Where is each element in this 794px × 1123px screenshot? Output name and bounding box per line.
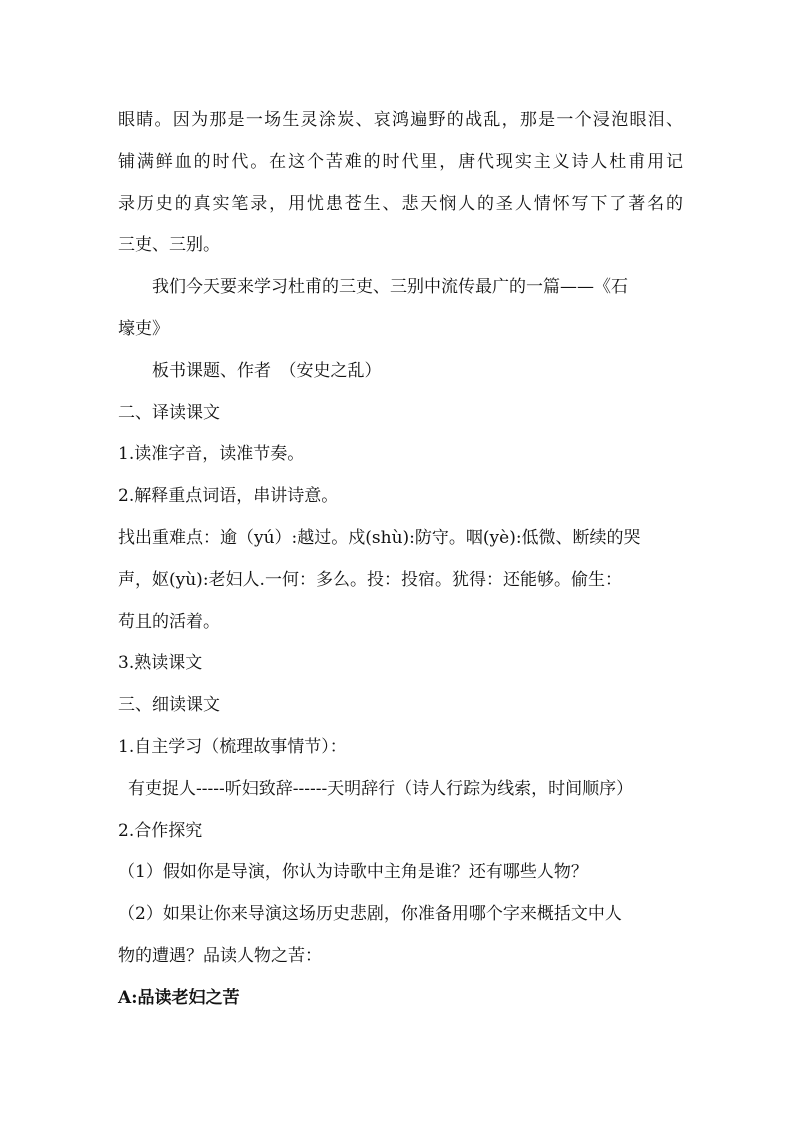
list-item: 2.合作探究 [118,820,203,841]
list-item: 1.自主学习（梳理故事情节）： [118,736,347,757]
paragraph-line: 壕吏》 [118,318,169,339]
list-item: 1.读准字音，读准节奏。 [118,444,305,465]
list-item: 3.熟读课文 [118,653,203,674]
vocabulary-line: 苟且的活着。 [118,611,220,632]
paragraph-line: 眼睛。因为那是一场生灵涂炭、哀鸿遍野的战乱，那是一个浸泡眼泪、 [118,110,683,130]
paragraph-line: 三吏、三别。 [118,235,220,256]
paragraph-line: 我们今天要来学习杜甫的三吏、三别中流传最广的一篇——《石 [152,277,628,298]
paragraph-line: 录历史的真实笔录，用忧患苍生、悲天悯人的圣人情怀写下了著名的 [118,193,683,214]
vocabulary-line: 找出重难点：逾（yú）:越过。戍(shù):防守。咽(yè):低微、断续的哭 [118,527,641,548]
section-heading: 二、译读课文 [118,402,220,423]
vocabulary-line: 声，妪(yù):老妇人.一何：多么。投：投宿。犹得：还能够。偷生： [118,569,622,590]
subsection-heading: A:品读老妇之苦 [118,987,240,1008]
paragraph-line: 铺满鲜血的时代。在这个苦难的时代里，唐代现实主义诗人杜甫用记 [118,151,683,172]
plot-sequence: 有吏捉人-----听妇致辞------天明辞行（诗人行踪为线索，时间顺序） [128,778,634,799]
question-line: 物的遭遇？品读人物之苦： [118,945,322,966]
section-heading: 三、细读课文 [118,695,220,716]
document-page [118,100,683,1020]
list-item: 2.解释重点词语，串讲诗意。 [118,486,339,507]
paragraph-line: 板书课题、作者 （安史之乱） [152,360,382,381]
question-line: （2）如果让你来导演这场历史悲剧，你准备用哪个字来概括文中人 [118,904,622,925]
question-line: （1）假如你是导演，你认为诗歌中主角是谁？还有哪些人物？ [118,862,588,883]
